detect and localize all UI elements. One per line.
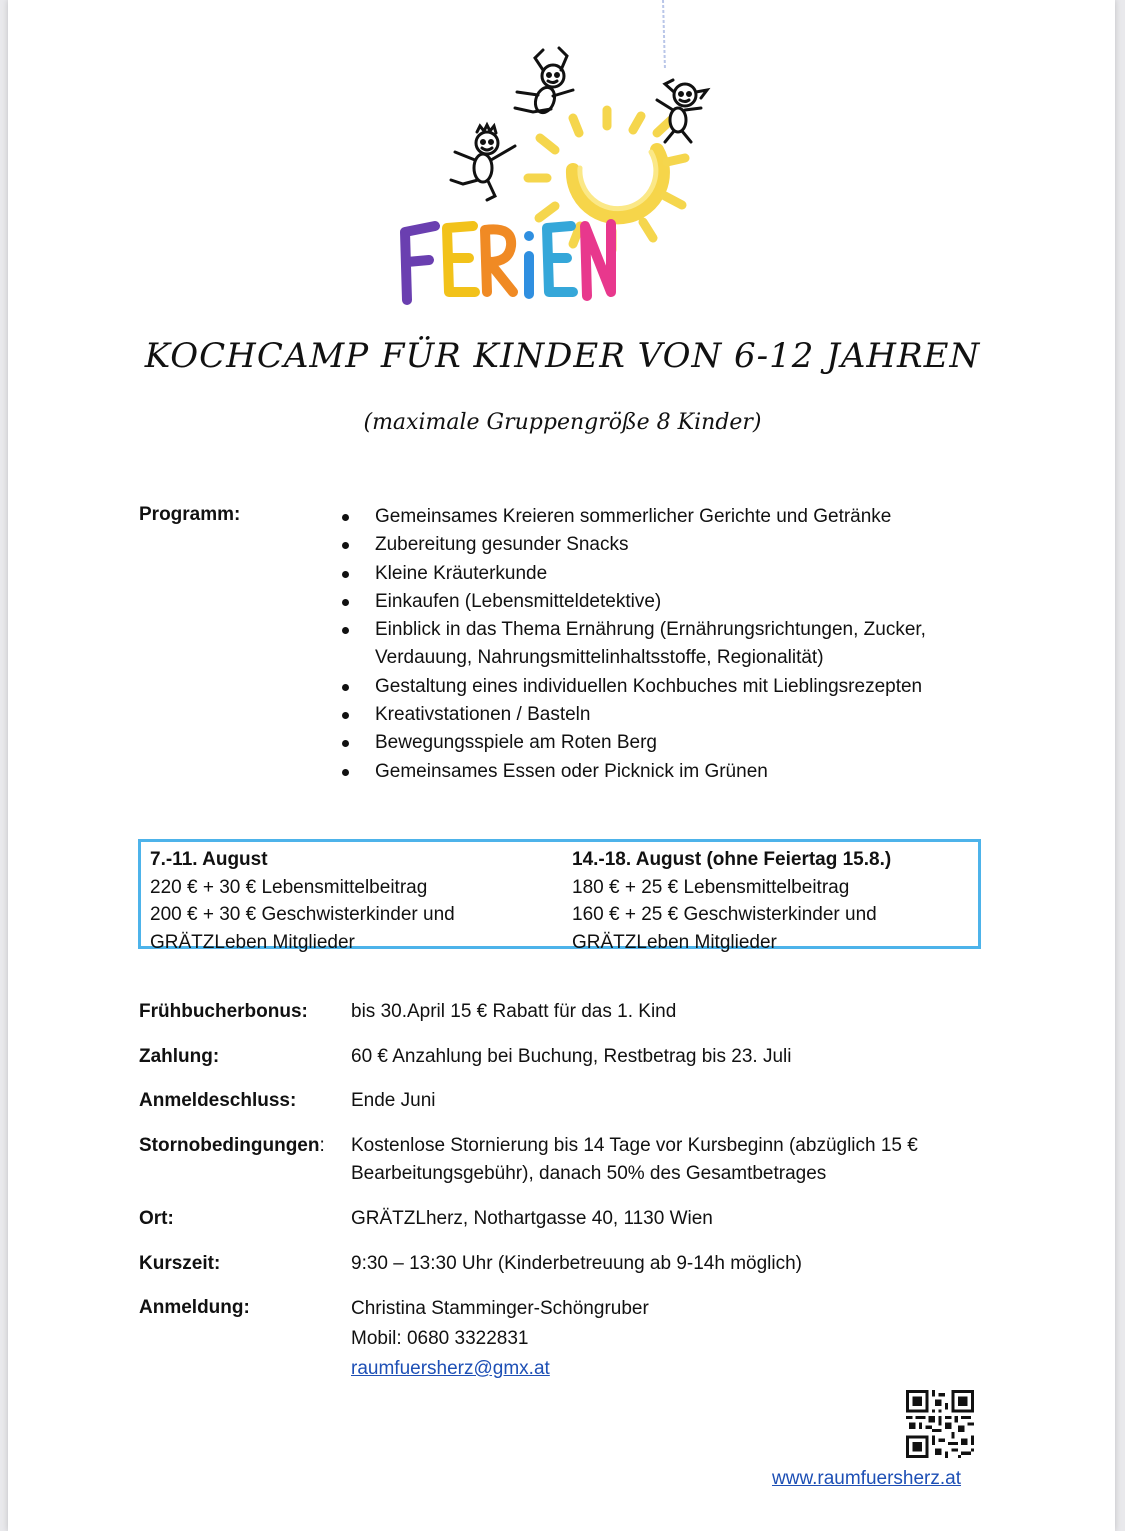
storno-label-colon: : <box>319 1135 325 1156</box>
website-link[interactable]: www.raumfuersherz.at <box>772 1468 962 1489</box>
info-value: 9:30 – 13:30 Uhr (Kinderbetreuung ab 9-14h möglich) <box>351 1253 803 1274</box>
info-label: Anmeldeschluss: <box>139 1090 297 1111</box>
week2-price-siblings: 160 € + 25 € Geschwisterkinder und <box>572 904 877 925</box>
week2-dates: 14.-18. August (ohne Feiertag 15.8.) <box>572 849 892 870</box>
letter-n <box>585 224 611 296</box>
list-item: Zubereitung gesunder Snacks <box>338 531 995 559</box>
stick-figure-kid-icon <box>451 125 515 200</box>
contact-email-link[interactable]: raumfuersherz@gmx.at <box>351 1358 550 1379</box>
price-box <box>138 839 981 953</box>
ferien-logo <box>395 0 725 310</box>
list-item: Einblick in das Thema Ernährung (Ernährungsrichtungen, Zucker, Verdauung, Nahrungsmittelinhaltsstoffe, Regionalität) <box>338 616 995 673</box>
qr-code-icon[interactable] <box>906 1390 974 1458</box>
week1-price-siblings: 200 € + 30 € Geschwisterkinder und <box>150 904 455 925</box>
info-label <box>139 1132 325 1160</box>
program-label: Programm: <box>139 504 241 525</box>
stick-figure-kid-icon <box>657 80 707 142</box>
price-column-week2 <box>572 846 982 956</box>
thread-line <box>663 0 665 70</box>
letter-r <box>485 229 513 292</box>
info-label: Ort: <box>139 1208 174 1229</box>
list-item: Kreativstationen / Basteln <box>338 701 995 729</box>
week1-dates: 7.-11. August <box>150 849 268 870</box>
letter-e <box>447 226 475 292</box>
program-list <box>338 503 995 786</box>
info-value: bis 30.April 15 € Rabatt für das 1. Kind <box>351 1001 677 1022</box>
page-title: KOCHCAMP FÜR KINDER VON 6-12 JAHREN <box>144 336 981 376</box>
week2-price-members: GRÄTZLeben Mitglieder <box>572 931 777 953</box>
list-item: Kleine Kräuterkunde <box>338 560 995 588</box>
list-item: Gemeinsames Essen oder Picknick im Grünen <box>338 758 995 786</box>
info-value: Kostenlose Stornierung bis 14 Tage vor Kursbeginn (abzüglich 15 € Bearbeitungsgebühr), danach 50% des Gesamtbetrages <box>351 1135 918 1184</box>
letter-i-dot <box>524 231 534 241</box>
contact-block <box>351 1294 981 1384</box>
info-label: Zahlung: <box>139 1046 220 1067</box>
list-item: Einkaufen (Lebensmitteldetektive) <box>338 588 995 616</box>
info-value: GRÄTZLherz, Nothartgasse 40, 1130 Wien <box>351 1208 713 1229</box>
info-value: Ende Juni <box>351 1090 436 1111</box>
week1-price-regular: 220 € + 30 € Lebensmittelbeitrag <box>150 876 428 898</box>
price-column-week1 <box>150 846 560 956</box>
storno-label-text: Stornobedingungen <box>139 1135 320 1156</box>
week2-price-regular: 180 € + 25 € Lebensmittelbeitrag <box>572 876 850 898</box>
info-value: 60 € Anzahlung bei Buchung, Restbetrag bis 23. Juli <box>351 1046 792 1067</box>
page-subtitle: (maximale Gruppengröße 8 Kinder) <box>363 410 762 435</box>
letter-f <box>405 226 435 300</box>
contact-mobile: Mobil: 0680 3322831 <box>351 1328 529 1349</box>
list-item: Bewegungsspiele am Roten Berg <box>338 729 995 757</box>
stick-figure-kid-icon <box>515 48 573 115</box>
contact-name: Christina Stamminger-Schöngruber <box>351 1298 649 1319</box>
info-label: Frühbucherbonus: <box>139 1001 308 1022</box>
info-label: Anmeldung: <box>139 1297 250 1318</box>
letter-e2 <box>547 226 573 292</box>
info-label: Kurszeit: <box>139 1253 221 1274</box>
list-item: Gestaltung eines individuellen Kochbuches mit Lieblingsrezepten <box>338 673 995 701</box>
list-item: Gemeinsames Kreieren sommerlicher Gerichte und Getränke <box>338 503 995 531</box>
week1-price-members: GRÄTZLeben Mitglieder <box>150 931 355 953</box>
